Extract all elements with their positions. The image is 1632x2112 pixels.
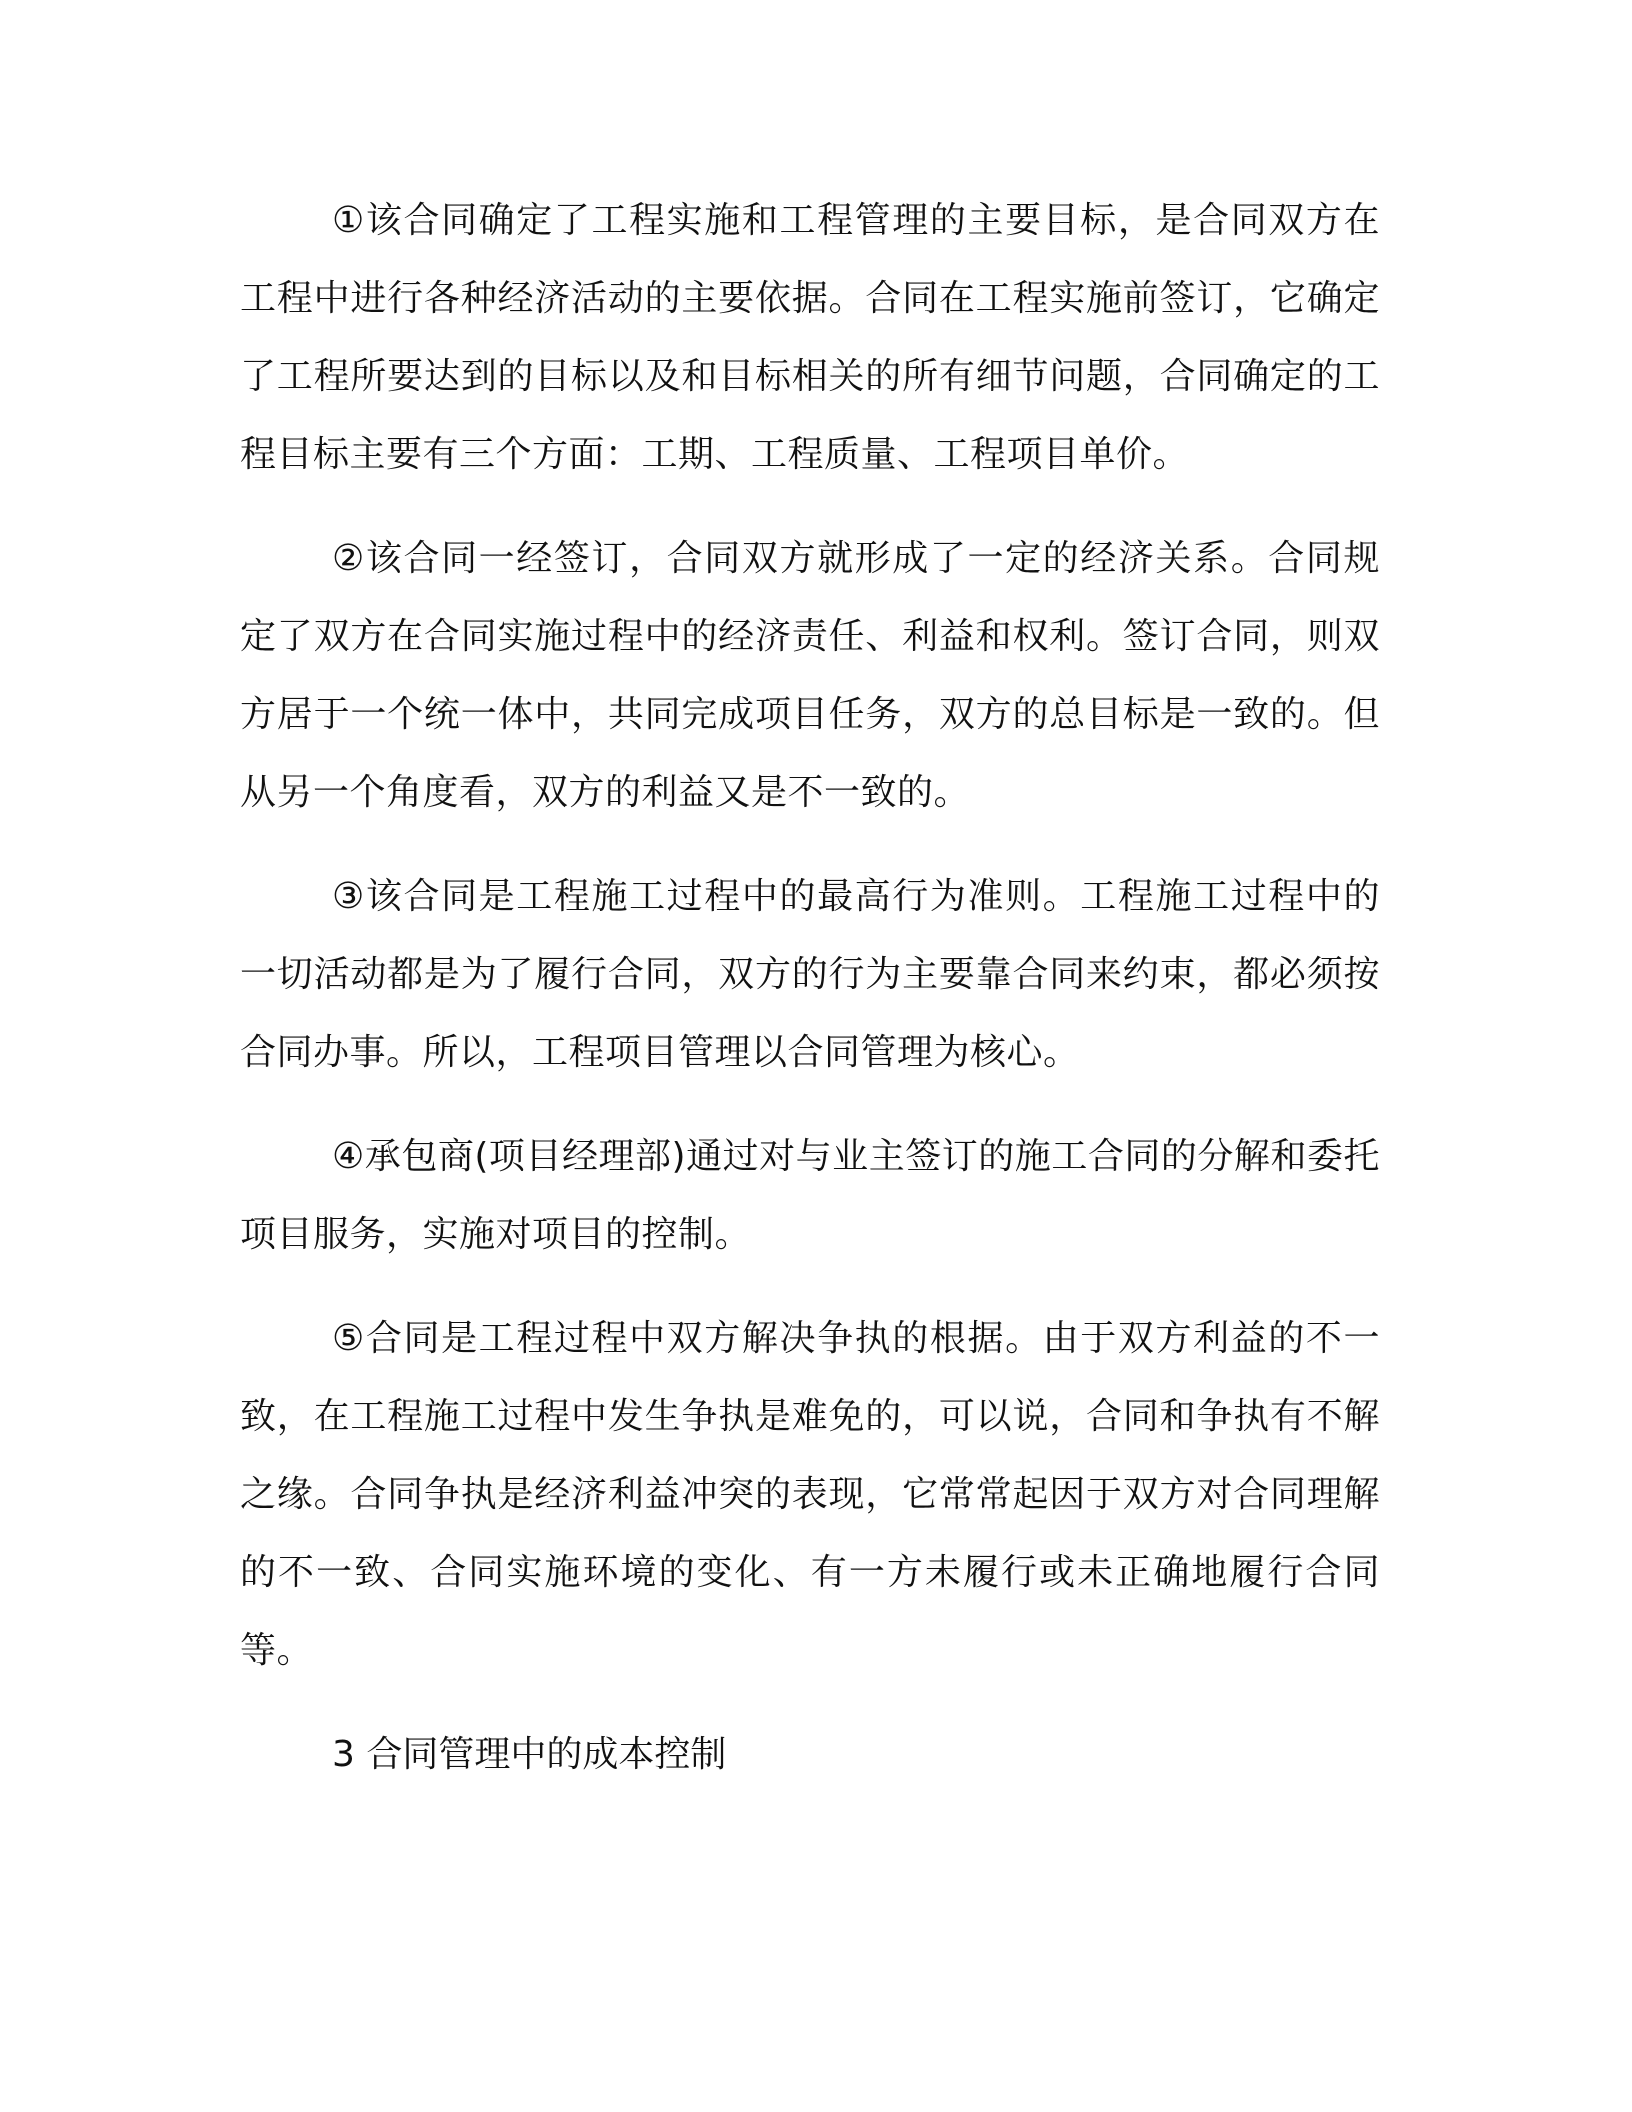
paragraph-2: ②该合同一经签订，合同双方就形成了一定的经济关系。合同规定了双方在合同实施过程中的经济责任、利益和权利。签订合同，则双方居于一个统一体中，共同完成项目任务，双方的总目标是一致的。但从另一个角度看，双方的利益又是不一致的。 bbox=[240, 538, 1380, 813]
section-heading: 3 合同管理中的成本控制 bbox=[332, 1734, 727, 1775]
paragraph-5: ⑤合同是工程过程中双方解决争执的根据。由于双方利益的不一致，在工程施工过程中发生争执是难免的，可以说，合同和争执有不解之缘。合同争执是经济利益冲突的表现，它常常起因于双方对合同理解的不一致、合同实施环境的变化、有一方未履行或未正确地履行合同等。 bbox=[240, 1318, 1380, 1671]
document-body bbox=[240, 182, 1380, 1794]
paragraph-1: ①该合同确定了工程实施和工程管理的主要目标，是合同双方在工程中进行各种经济活动的主要依据。合同在工程实施前签订，它确定了工程所要达到的目标以及和目标相关的所有细节问题，合同确定的工程目标主要有三个方面：工期、工程质量、工程项目单价。 bbox=[240, 200, 1380, 475]
paragraph-4: ④承包商(项目经理部)通过对与业主签订的施工合同的分解和委托项目服务，实施对项目的控制。 bbox=[240, 1136, 1380, 1255]
paragraph-3: ③该合同是工程施工过程中的最高行为准则。工程施工过程中的一切活动都是为了履行合同，双方的行为主要靠合同来约束，都必须按合同办事。所以，工程项目管理以合同管理为核心。 bbox=[240, 876, 1380, 1073]
